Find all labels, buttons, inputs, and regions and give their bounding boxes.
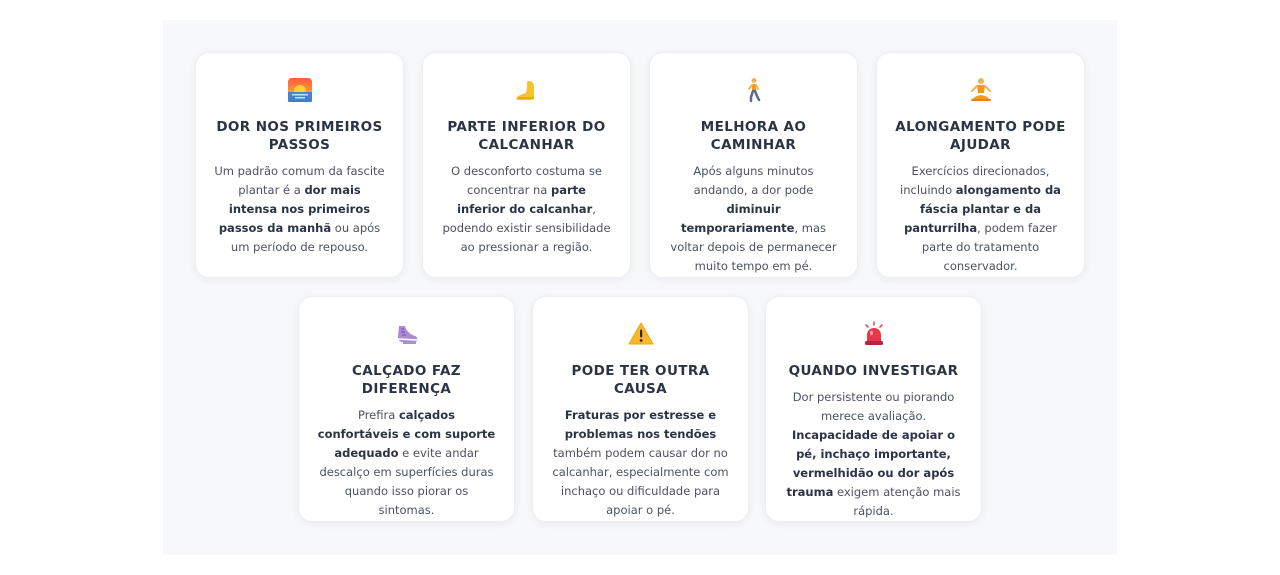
card-text-segment: e evite andar descalço em superfícies duras quando isso piorar os sintomas. [319, 446, 494, 517]
card-text-highlight: Fraturas por estresse e problemas nos tendões [564, 408, 717, 441]
card-title: ALONGAMENTO PODE AJUDAR [895, 119, 1066, 153]
card-text [214, 162, 385, 257]
card-text [784, 388, 963, 521]
card-calcado [298, 296, 515, 522]
card-primeiros-passos [195, 52, 404, 278]
card-text-segment: ou após um período de repouso. [230, 221, 381, 254]
card-text-segment: Após alguns minutos andando, a dor pode [693, 164, 814, 197]
card-title: CALÇADO FAZ DIFERENÇA [351, 363, 461, 397]
card-title: QUANDO INVESTIGAR [788, 363, 959, 379]
card-title: PODE TER OUTRA CAUSA [571, 363, 710, 397]
card-text [317, 406, 496, 520]
card-title: PARTE INFERIOR DO CALCANHAR [447, 119, 606, 153]
card-text-highlight: calçados confortáveis e com suporte adequado [317, 408, 496, 460]
heel-icon [514, 77, 540, 103]
card-text-highlight: parte inferior do calcanhar [457, 183, 593, 216]
card-text-segment: , podem fazer parte do tratamento conservador. [921, 221, 1057, 273]
card-text-segment: O desconforto costuma se concentrar na [451, 164, 602, 197]
card-text-segment: também podem causar dor no calcanhar, especialmente com inchaço ou dificuldade para apoiar o pé. [552, 446, 729, 517]
card-text-highlight: dor mais intensa nos primeiros passos da manhã [218, 183, 371, 235]
card-text-segment: Prefira [357, 408, 399, 422]
card-text [668, 162, 839, 276]
card-outra-causa [532, 296, 749, 522]
person-walking-icon [741, 77, 767, 103]
warning-icon [628, 321, 654, 347]
person-stretching-icon [968, 77, 994, 103]
card-text-highlight: diminuir temporariamente [680, 202, 795, 235]
card-text [551, 406, 730, 520]
card-text-segment: Um padrão comum da fascite plantar é a [214, 164, 385, 197]
card-title: MELHORA AO CAMINHAR [700, 119, 807, 153]
card-text-segment: , mas voltar depois de permanecer muito tempo em pé. [670, 221, 837, 273]
card-text-highlight: alongamento da fáscia plantar e da panturrilha [904, 183, 1061, 235]
card-title: DOR NOS PRIMEIROS PASSOS [216, 119, 383, 153]
card-text [895, 162, 1066, 276]
card-text-segment: Dor persistente ou piorando merece avaliação. [792, 390, 955, 423]
card-text [441, 162, 612, 257]
cards-panel [163, 20, 1117, 555]
card-calcanhar [422, 52, 631, 278]
card-text-segment: , podendo existir sensibilidade ao pressionar a região. [442, 202, 611, 254]
card-text-segment: exigem atenção mais rápida. [833, 485, 961, 518]
card-quando-investigar [765, 296, 982, 522]
sunrise-icon [287, 77, 313, 103]
card-text-highlight: Incapacidade de apoiar o pé, inchaço importante, vermelhidão ou dor após trauma [786, 428, 956, 499]
siren-icon [861, 321, 887, 347]
card-alongamento [876, 52, 1085, 278]
card-caminhar [649, 52, 858, 278]
card-text-segment: Exercícios direcionados, incluindo [900, 164, 1050, 197]
sneaker-icon [394, 321, 420, 347]
